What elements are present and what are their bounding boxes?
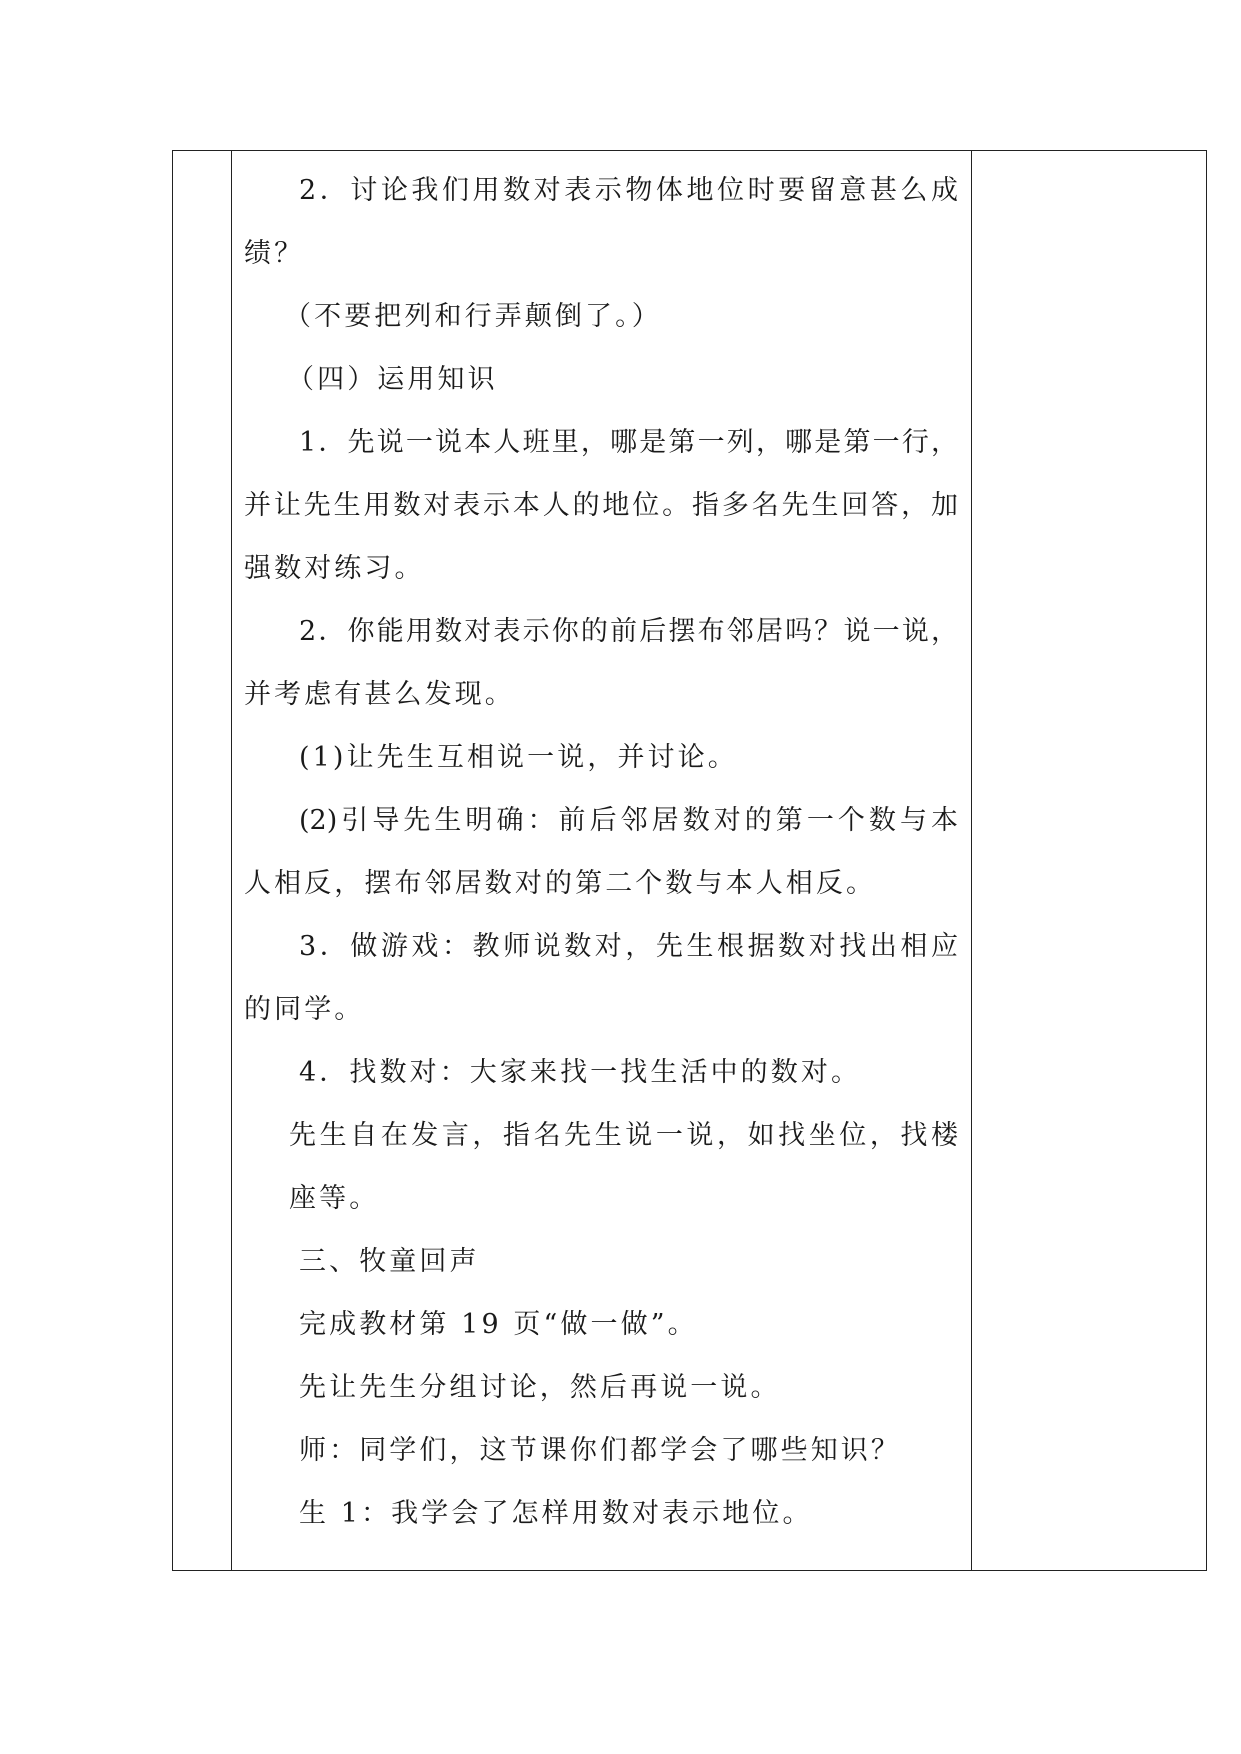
text-line: 座等。: [289, 1183, 380, 1214]
lesson-content-cell: [232, 151, 971, 1570]
text-line: (1)让先生互相说一说，并讨论。: [299, 742, 738, 773]
text-line: 并考虑有甚么发现。: [244, 679, 515, 710]
text-line: 的同学。: [244, 994, 365, 1025]
text-line: 4．找数对：大家来找一找生活中的数对。: [299, 1057, 862, 1088]
text-line: 1．先说一说本人班里，哪是第一列，哪是第一行，: [299, 427, 958, 458]
text-line: 绩？: [244, 238, 305, 269]
text-line: 师：同学们，这节课你们都学会了哪些知识？: [299, 1435, 901, 1466]
text-line: (2)引导先生明确：前后邻居数对的第一个数与本: [299, 805, 958, 836]
lesson-table: [172, 150, 1207, 1571]
text-line: 强数对练习。: [244, 553, 425, 584]
text-line: 3．做游戏：教师说数对，先生根据数对找出相应: [299, 931, 958, 962]
text-line: 2．你能用数对表示你的前后摆布邻居吗？说一说，: [299, 616, 958, 647]
text-line: 先让先生分组讨论，然后再说一说。: [299, 1372, 781, 1403]
text-line: 2．讨论我们用数对表示物体地位时要留意甚么成: [299, 175, 958, 206]
text-line: 三、牧童回声: [299, 1246, 480, 1277]
text-line: 并让先生用数对表示本人的地位。指多名先生回答，加: [244, 490, 958, 521]
column-divider-right: [971, 151, 972, 1570]
text-line: 完成教材第 19 页“做一做”。: [299, 1309, 698, 1340]
text-line: （不要把列和行弄颠倒了。）: [284, 301, 662, 332]
text-line: 生 1：我学会了怎样用数对表示地位。: [299, 1498, 813, 1529]
text-line: （四）运用知识: [287, 364, 498, 395]
text-line: 先生自在发言，指名先生说一说，如找坐位，找楼: [289, 1120, 958, 1151]
text-line: 人相反，摆布邻居数对的第二个数与本人相反。: [244, 868, 877, 899]
